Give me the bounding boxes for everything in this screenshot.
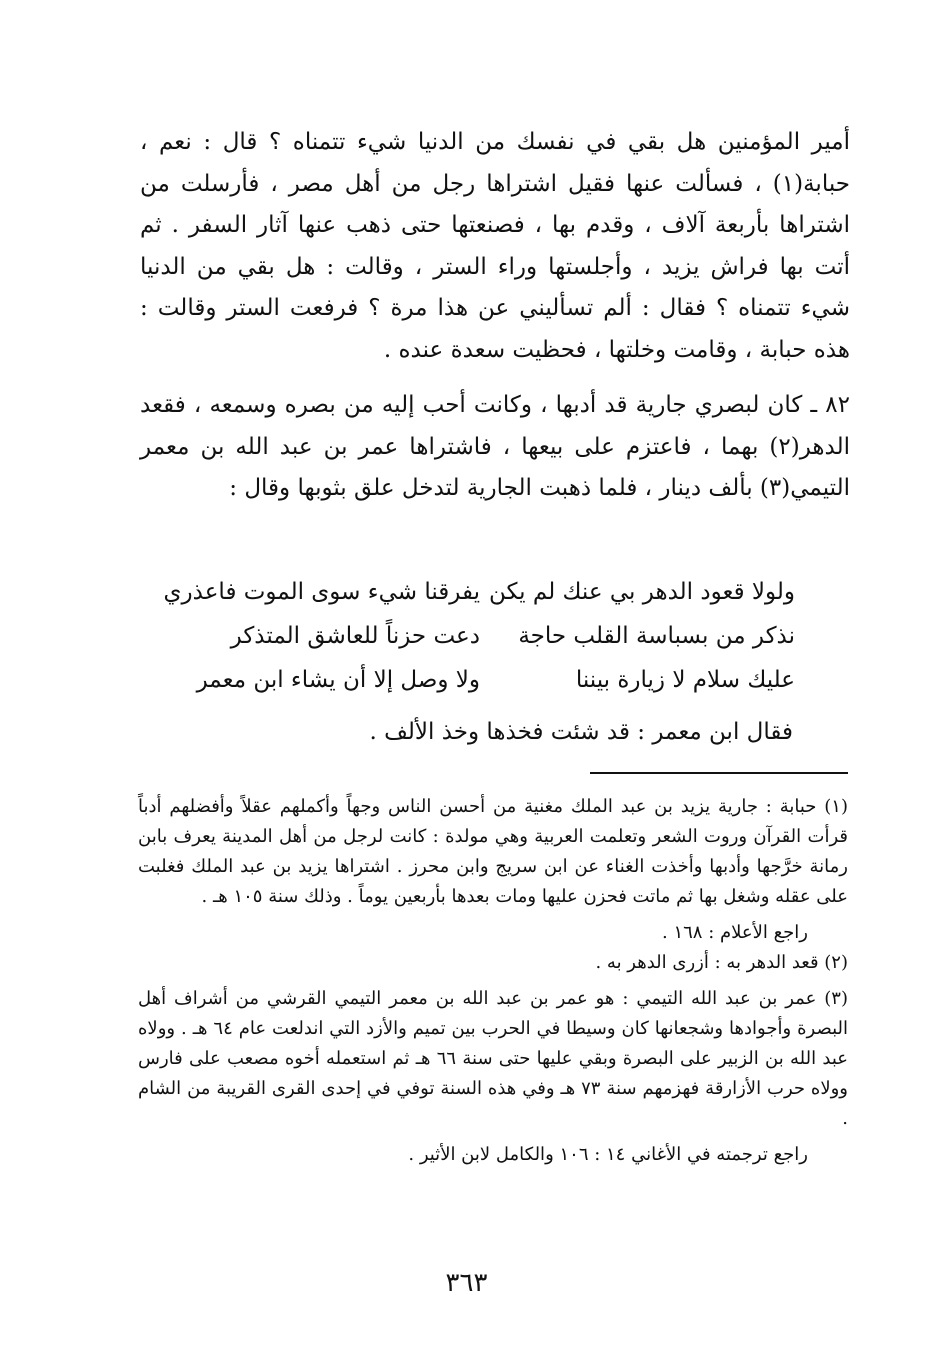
verse-second-hemistich: دعت حزناً للعاشق المتذكر — [230, 623, 480, 649]
verse-second-hemistich: يفرقنا شيء سوى الموت فاعذري — [163, 579, 480, 605]
page-number: ٣٦٣ — [445, 1268, 488, 1298]
footnote-1-reference: راجع الأعلام : ١٦٨ . — [662, 922, 808, 943]
footnote-2: (٢) قعد الدهر به : أزرى الدهر به . — [595, 952, 848, 973]
footnote-3-reference: راجع ترجمته في الأغاني ١٤ : ١٠٦ والكامل لابن الأثير . — [408, 1144, 808, 1165]
closing-line: فقال ابن معمر : قد شئت فخذها وخذ الألف . — [369, 719, 793, 745]
poem-verse — [163, 570, 795, 614]
verse-first-hemistich: عليك سلام لا زيارة بيننا — [575, 667, 795, 693]
poem-verse — [190, 658, 795, 702]
footnote-3: (٣) عمر بن عبد الله التيمي : هو عمر بن عبد الله بن معمر التيمي القرشي من أشراف أهل البصرة وأجوادها وشجعانها كان وسيطا في الحرب بين تميم والأزد التي اندلعت عام ٦٤ هـ . وولاه عبد الله بن الزبير على البصرة وبقي عليها حتى سنة ٦٦ هـ ثم استعمله أخوه مصعب على فارس وولاه حرب الأزارقة فهزمهم سنة ٧٣ هـ وفي هذه السنة توفي في إحدى القرى القريبة من الشام . — [138, 988, 849, 1129]
footnote-1: (١) حبابة : جارية يزيد بن عبد الملك مغنية من أحسن الناس وجهاً وأكملهم عقلاً وأفضلهم أدباً قرأت القرآن وروت الشعر وتعلمت العربية وهي مولدة : كانت لرجل من أهل المدينة يعرف بابن رمانة خرَّجها وأدبها وأخذت الغناء عن ابن سريج وابن محرز . اشتراها يزيد بن عبد الملك فغلبت على عقله وشغل بها ثم ماتت فحزن عليها ومات بعدها بأربعين يوماً . وذلك سنة ١٠٥ هـ . — [138, 796, 848, 907]
footnotes — [138, 792, 848, 1170]
paragraph-82: ٨٢ ـ كان لبصري جارية قد أدبها ، وكانت أحب إليه من بصره وسمعه ، فقعد الدهر(٢) بهما ، فاعتزم على بيعها ، فاشتراها عمر بن عبد الله بن معمر التيمي(٣) بألف دينار ، فلما ذهبت الجارية لتدخل علق بثوبها وقال : — [140, 392, 850, 501]
verse-first-hemistich: نذكر من بسباسة القلب حاجة — [518, 623, 795, 649]
poem — [163, 570, 795, 702]
paragraph-habbaba: أمير المؤمنين هل بقي في نفسك من الدنيا شيء تتمناه ؟ قال : نعم ، حبابة(١) ، فسألت عنها فقيل اشتراها رجل من أهل مصر ، فأرسلت من اشتراها بأربعة آلاف ، وقدم بها ، فصنعتها حتى ذهب عنها آثار السفر . ثم أتت بها فراش يزيد ، وأجلستها وراء الستر ، وقالت : هل بقي من الدنيا شيء تتمناه ؟ فقال : ألم تسأليني عن هذا مرة ؟ فرفعت الستر وقالت : هذه حبابة ، وقامت وخلتها ، فحظيت سعدة عنده . — [140, 129, 850, 363]
verse-first-hemistich: ولولا قعود الدهر بي عنك لم يكن — [488, 579, 795, 605]
poem-verse — [190, 614, 795, 658]
main-text — [140, 122, 850, 510]
footnote-separator — [590, 772, 848, 774]
verse-second-hemistich: ولا وصل إلا أن يشاء ابن معمر — [196, 667, 480, 693]
